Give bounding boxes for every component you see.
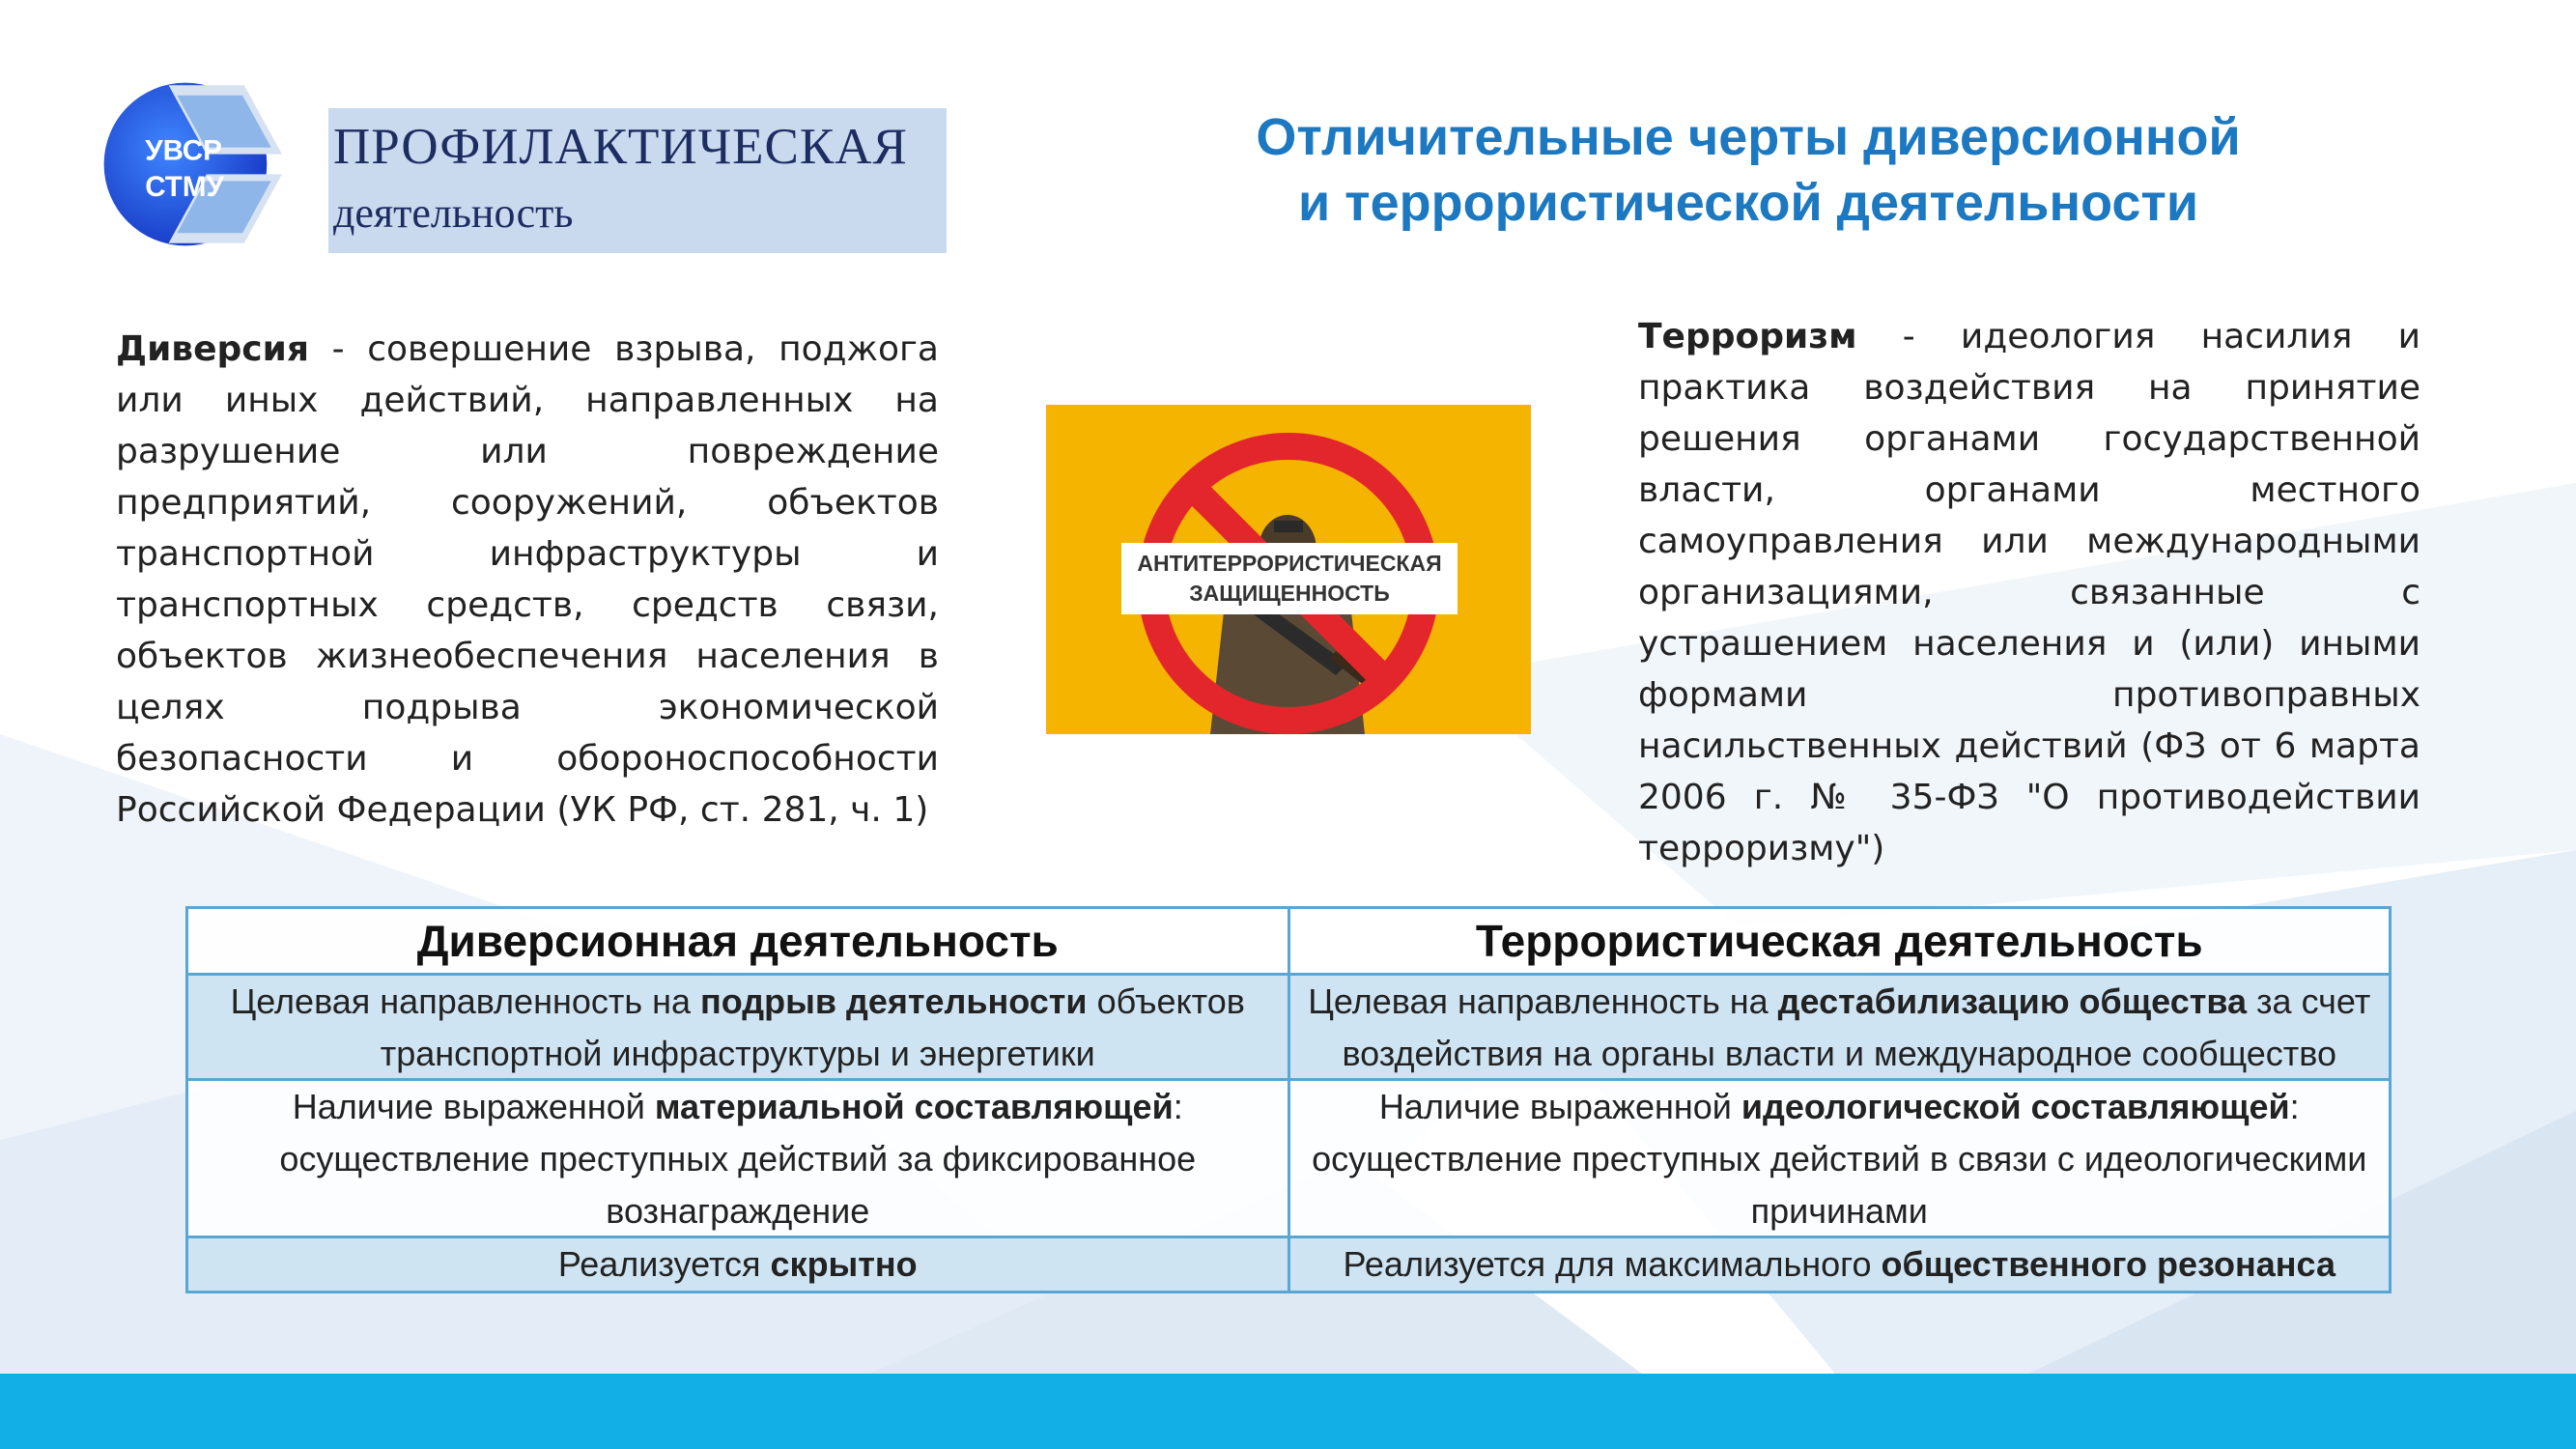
diversion-text: - совершение взрыва, поджога или иных действий, направленных на разрушение или повреждение предприятий, сооружений, объектов транспортной инфраструктуры и транспортных средств, средств связи, объектов жизнеобеспечения населения в целях подрыва экономической безопасности и обороноспособности Российской Федерации (УК РФ, ст. 281, ч. 1) [116,329,939,830]
header-terrorism: Террористическая деятельность [1288,909,2390,973]
cell-text: за счет воздействия на органы власти и международное сообщество [1342,981,2371,1073]
slide-title [1120,104,2376,236]
table-cell [1288,1238,2390,1291]
cell-bold-text: материальной составляющей [654,1087,1174,1126]
cell-text: : осуществление преступных действий в связи с идеологическими причинами [1312,1087,2367,1231]
table-row [188,973,2389,1078]
header-diversion: Диверсионная деятельность [188,909,1288,973]
title-line-2: и террористической деятельности [1297,174,2199,232]
badge-label-line1: АНТИТЕРРОРИСТИЧЕСКАЯ [1137,551,1442,576]
table-cell [1288,976,2390,1078]
badge-label-line2: ЗАЩИЩЕННОСТЬ [1189,581,1390,606]
logo-badge-line2: СТМУ [145,171,224,204]
cell-text: Наличие выраженной [1378,1087,1741,1126]
cell-text: Реализуется [557,1244,771,1284]
cell-text: : осуществление преступных действий за фиксированное вознаграждение [279,1087,1197,1231]
table-row [188,1078,2389,1236]
cell-bold-text: дестабилизацию общества [1777,981,2248,1021]
cell-bold-text: подрыв деятельности [700,981,1088,1021]
table-cell [188,976,1288,1078]
cell-text: объектов транспортной инфраструктуры и энергетики [380,981,1245,1073]
logo-subtitle: деятельность [333,189,574,237]
comparison-table [185,906,2392,1293]
terrorism-definition [1638,311,2420,874]
footer-bar [0,1374,2576,1449]
cell-bold-text: общественного резонанса [1881,1244,2335,1284]
table-cell [188,1081,1288,1236]
logo-badge-line1: УВСР [145,134,222,167]
title-line-1: Отличительные черты диверсионной [1256,108,2241,166]
terrorism-text: - идеология насилия и практика воздействия на принятие решения органами государственной власти, органами местного самоуправления или международными организациями, связанные с устрашением населения и (или) иными формами противоправных насильственных действий (ФЗ от 6 марта 2006 г. № 35-ФЗ "О противодействии терроризму") [1638,317,2420,868]
table-cell [188,1238,1288,1291]
badge-label [1121,543,1458,614]
logo [101,66,951,254]
cell-text: Целевая направленность на [1308,981,1778,1021]
diversion-definition [116,324,939,836]
diversion-term: Диверсия [116,329,309,369]
logo-emblem-icon [101,68,295,261]
table-cell [1288,1081,2390,1236]
terrorism-term: Терроризм [1638,317,1857,356]
logo-title: ПРОФИЛАКТИЧЕСКАЯ [333,119,908,175]
cell-text: Реализуется для максимального [1343,1244,1882,1284]
table-row [188,1236,2389,1291]
cell-bold-text: скрытно [770,1244,918,1284]
cell-text: Целевая направленность на [230,981,700,1021]
table-header-row [188,909,2389,973]
antiterror-image [1046,405,1531,734]
cell-text: Наличие выраженной [292,1087,655,1126]
cell-bold-text: идеологической составляющей [1741,1087,2290,1126]
